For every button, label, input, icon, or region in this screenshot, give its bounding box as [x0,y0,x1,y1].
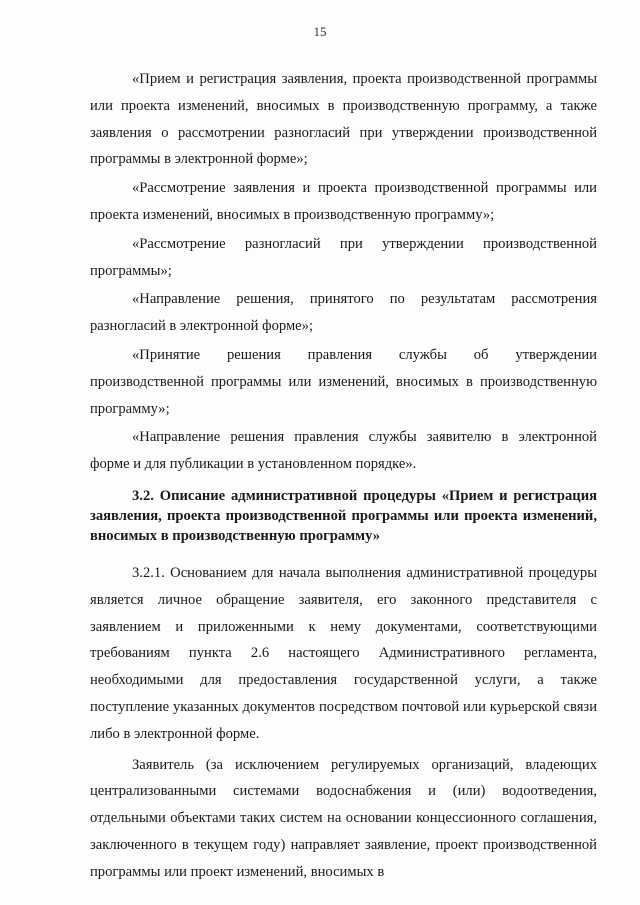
list-paragraph: «Рассмотрение разногласий при утверждении производственной программы»; [90,235,597,279]
list-paragraph: «Принятие решения правления службы об утверждении производственной программы или изменений, вносимых в производственную программу»; [90,346,597,417]
body-paragraph: 3.2.1. Основанием для начала выполнения административной процедуры является личное обращение заявителя, его законного представителя с заявлением и приложенными к нему документами, соответствующими требованиям пункта 2.6 настоящего Административного регламента, необходимыми для предоставления государственной услуги, а также поступление указанных документов посредством почтовой или курьерской связи либо в электронной форме. [90,564,597,742]
document-body [90,66,597,890]
section-heading: 3.2. Описание административной процедуры «Прием и регистрация заявления, проекта производственной программы или проекта изменений, вносимых в производственную программу» [90,487,597,544]
list-paragraph: «Прием и регистрация заявления, проекта производственной программы или проекта изменений, вносимых в производственную программу, а также заявления о рассмотрении разногласий при утверждении производственной программы в электронной форме»; [90,71,597,168]
list-paragraph: «Направление решения правления службы заявителю в электронной форме и для публикации в установленном порядке». [90,429,597,473]
page-number: 15 [313,24,327,39]
body-paragraph: Заявитель (за исключением регулируемых организаций, владеющих централизованными системами водоснабжения и (или) водоотведения, отдельными объектами таких систем на основании концессионного соглашения, заключенного в текущем году) направляет заявление, проект производственной программы или проект изменений, вносимых в [90,756,597,880]
list-paragraph: «Направление решения, принятого по результатам рассмотрения разногласий в электронной форме»; [90,291,597,335]
list-paragraph: «Рассмотрение заявления и проекта производственной программы или проекта изменений, вносимых в производственную программу»; [90,180,597,223]
